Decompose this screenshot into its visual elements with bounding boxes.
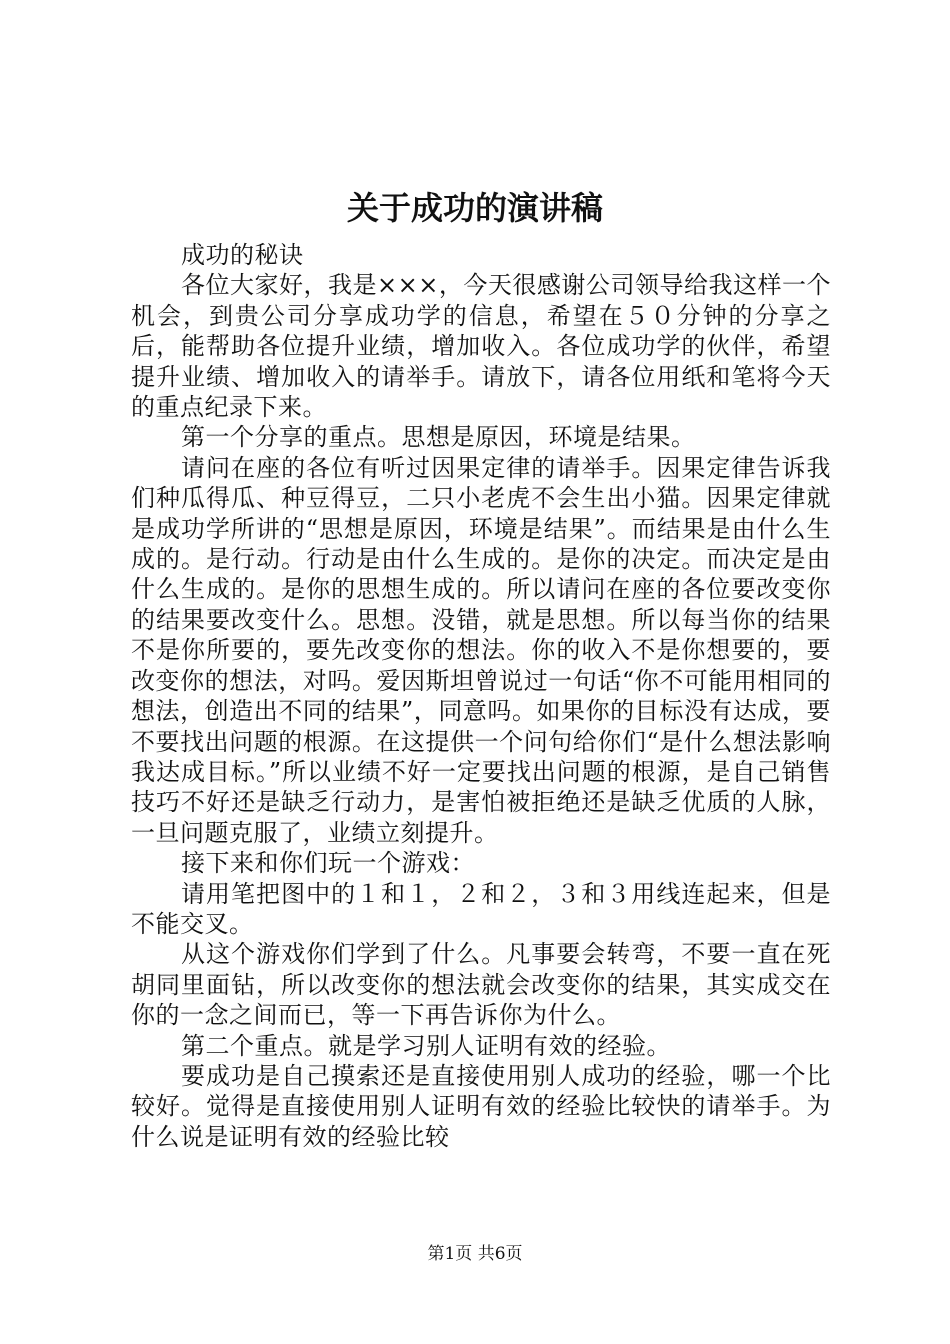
paragraph: 请问在座的各位有听过因果定律的请举手。因果定律告诉我们种瓜得瓜、种豆得豆，二只小老虎不会生出小猫。因果定律就是成功学所讲的“思想是原因，环境是结果”。而结果是由什么生成的。是行动。行动是由什么生成的。是你的决定。而决定是由什么生成的。是你的思想生成的。所以请问在座的各位要改变你的结果要改变什么。思想。没错，就是思想。所以每当你的结果不是你所要的，要先改变你的想法。你的收入不是你想要的，要改变你的想法，对吗。爱因斯坦曾说过一句话“你不可能用相同的想法，创造出不同的结果”，同意吗。如果你的目标没有达成，要不要找出问题的根源。在这提供一个问句给你们“是什么想法影响我达成目标。”所以业绩不好一定要找出问题的根源，是自己销售技巧不好还是缺乏行动力，是害怕被拒绝还是缺乏优质的人脉，一旦问题克服了，业绩立刻提升。 bbox=[131, 453, 831, 847]
paragraph: 第二个重点。就是学习别人证明有效的经验。 bbox=[181, 1031, 671, 1060]
subtitle-paragraph: 成功的秘诀 bbox=[181, 241, 304, 269]
document-body bbox=[131, 240, 831, 1152]
paragraph: 第一个分享的重点。思想是原因，环境是结果。 bbox=[181, 423, 696, 452]
page-number-footer: 第1页 共6页 bbox=[427, 1244, 523, 1264]
paragraph: 各位大家好，我是×××，今天很感谢公司领导给我这样一个机会，到贵公司分享成功学的信息，希望在５０分钟的分享之后，能帮助各位提升业绩，增加收入。各位成功学的伙伴，希望提升业绩、增加收入的请举手。请放下，请各位用纸和笔将今天的重点纪录下来。 bbox=[131, 271, 831, 422]
paragraph: 请用笔把图中的１和１，２和２，３和３用线连起来，但是不能交叉。 bbox=[131, 879, 831, 938]
paragraph: 要成功是自己摸索还是直接使用别人成功的经验，哪一个比较好。觉得是直接使用别人证明有效的经验比较快的请举手。为什么说是证明有效的经验比较 bbox=[131, 1061, 831, 1151]
paragraph: 接下来和你们玩一个游戏： bbox=[181, 849, 475, 878]
paragraph: 从这个游戏你们学到了什么。凡事要会转弯，不要一直在死胡同里面钻，所以改变你的想法就会改变你的结果，其实成交在你的一念之间而已，等一下再告诉你为什么。 bbox=[131, 940, 831, 1030]
page-title: 关于成功的演讲稿 bbox=[346, 189, 603, 227]
